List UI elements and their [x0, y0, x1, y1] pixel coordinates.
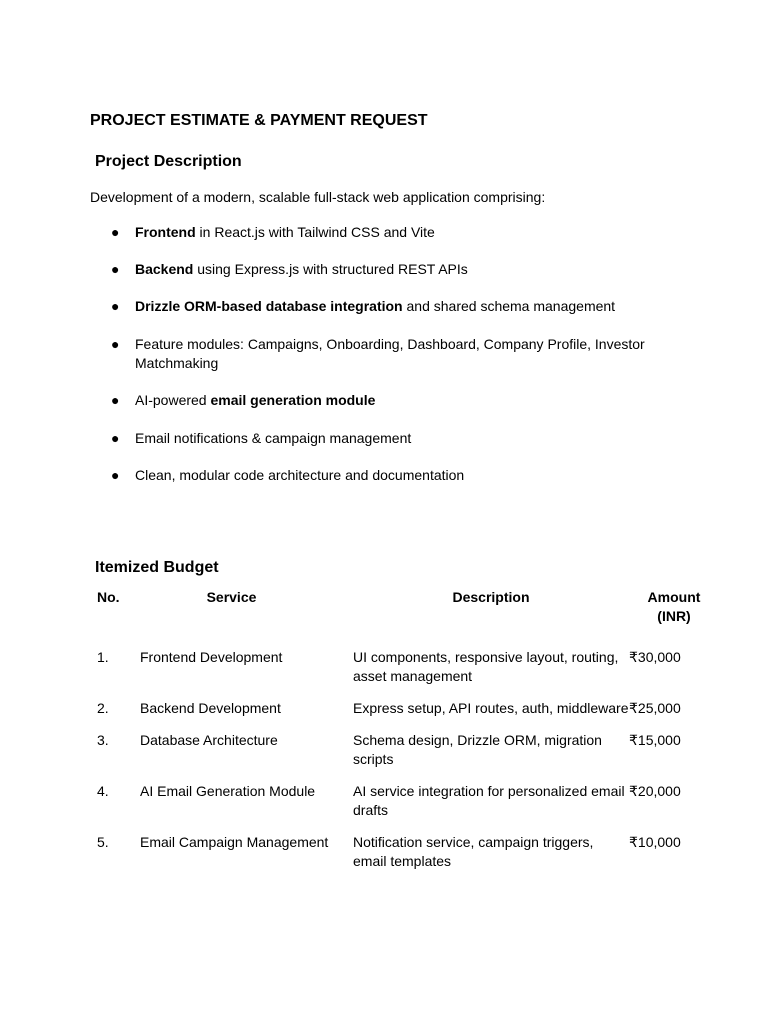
row-number: 1. — [97, 649, 109, 665]
row-description: Express setup, API routes, auth, middleware — [353, 700, 629, 716]
project-intro-text: Development of a modern, scalable full-stack web application comprising: — [90, 189, 546, 205]
bullet-text: Email notifications & campaign management — [135, 430, 412, 446]
budget-table — [90, 588, 719, 884]
column-header-service: Service — [206, 589, 257, 605]
column-header-no: No. — [97, 589, 120, 605]
table-row — [90, 833, 719, 884]
itemized-budget-heading: Itemized Budget — [95, 559, 219, 576]
table-row — [90, 782, 719, 833]
table-row — [90, 699, 719, 731]
bullet-bold-text: Drizzle ORM-based database integration — [135, 298, 403, 314]
document-title: PROJECT ESTIMATE & PAYMENT REQUEST — [90, 112, 428, 129]
budget-table-header-row — [90, 588, 719, 648]
row-description: UI components, responsive layout, routing, asset management — [353, 649, 619, 684]
bullet-text — [135, 391, 655, 410]
bullet-normal-text: AI-powered — [135, 392, 211, 408]
row-number: 5. — [97, 834, 109, 850]
table-row — [90, 731, 719, 782]
bullet-text — [135, 223, 655, 242]
bullet-text — [135, 297, 655, 316]
bullet-normal-text: using Express.js with structured REST APIs — [193, 261, 468, 277]
row-service: Database Architecture — [140, 732, 278, 748]
row-description: Notification service, campaign triggers, email templates — [353, 834, 594, 869]
project-description-heading: Project Description — [95, 153, 242, 170]
row-amount: ₹25,000 — [629, 700, 681, 716]
bullet-dot: ● — [111, 467, 120, 483]
row-amount: ₹15,000 — [629, 732, 681, 748]
row-description: Schema design, Drizzle ORM, migration scripts — [353, 732, 602, 767]
bullet-dot: ● — [111, 261, 120, 277]
bullet-text: Clean, modular code architecture and documentation — [135, 467, 465, 483]
row-number: 2. — [97, 700, 109, 716]
bullet-bold-text: Backend — [135, 261, 194, 277]
row-amount: ₹30,000 — [629, 649, 681, 665]
row-service: Backend Development — [140, 700, 281, 716]
bullet-dot: ● — [111, 298, 120, 314]
row-service: AI Email Generation Module — [140, 783, 316, 799]
row-amount: ₹10,000 — [629, 834, 681, 850]
bullet-dot: ● — [111, 430, 120, 446]
bullet-normal-text: in React.js with Tailwind CSS and Vite — [195, 224, 435, 240]
bullet-bold-text: email generation module — [210, 392, 376, 408]
column-header-description: Description — [452, 589, 530, 605]
bullet-normal-text: and shared schema management — [402, 298, 616, 314]
row-description: AI service integration for personalized email drafts — [353, 783, 625, 818]
bullet-text — [135, 260, 655, 279]
bullet-dot: ● — [111, 224, 120, 240]
bullet-bold-text: Frontend — [135, 224, 196, 240]
row-service: Email Campaign Management — [140, 834, 329, 850]
bullet-text: Feature modules: Campaigns, Onboarding, Dashboard, Company Profile, Investor Matchmaking — [135, 336, 645, 371]
row-amount: ₹20,000 — [629, 783, 681, 799]
column-header-amount: Amount (INR) — [647, 589, 701, 624]
table-row — [90, 648, 719, 699]
bullet-dot: ● — [111, 336, 120, 352]
bullet-dot: ● — [111, 392, 120, 408]
row-number: 4. — [97, 783, 109, 799]
row-number: 3. — [97, 732, 109, 748]
row-service: Frontend Development — [140, 649, 283, 665]
